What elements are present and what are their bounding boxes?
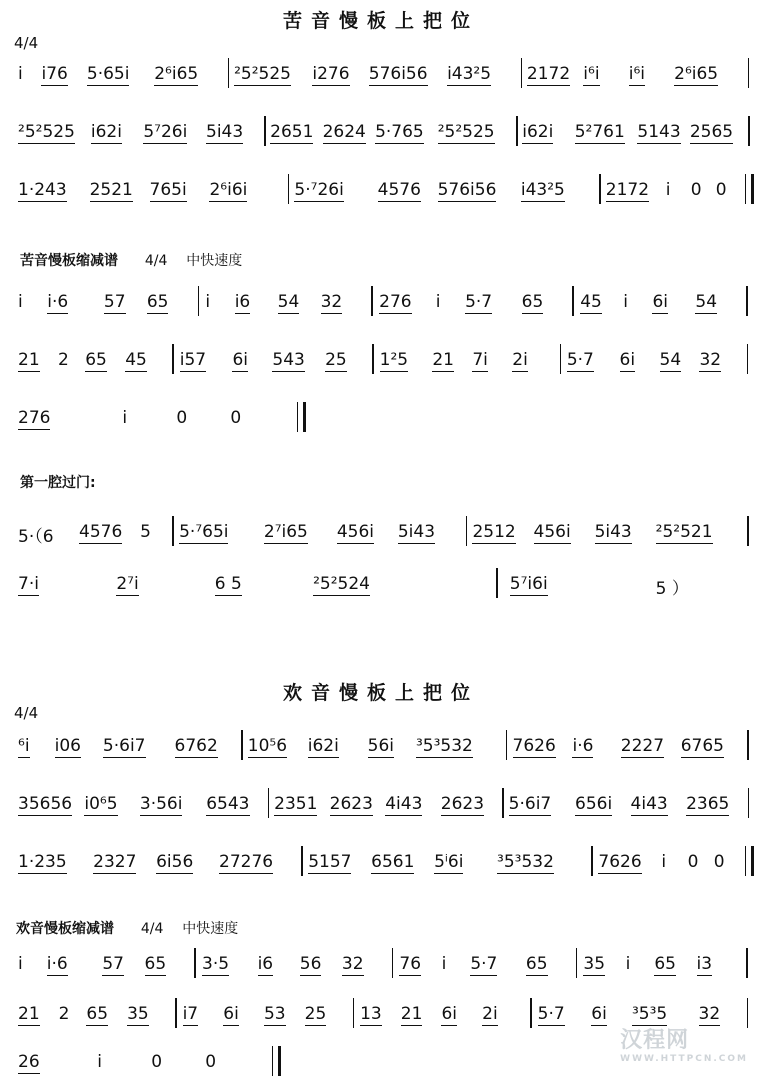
note-group: 27276	[219, 852, 274, 872]
note-group: 5 ）	[655, 579, 689, 599]
note-group: i	[441, 954, 447, 974]
note-group: 4i43	[385, 794, 423, 814]
note-group: 2227	[620, 736, 665, 756]
score-row	[18, 120, 754, 150]
watermark-url: WWW.HTTPCN.COM	[620, 1054, 748, 1064]
note-group: 0	[713, 852, 725, 872]
score-row	[18, 572, 754, 602]
score-row	[18, 290, 754, 320]
note-group: 2623	[329, 794, 373, 814]
note-group: 1²5	[379, 350, 409, 370]
note-group: 765i	[149, 180, 187, 200]
bar-line	[288, 174, 289, 204]
note-group: i⁶i	[583, 64, 600, 84]
note-group: i	[661, 852, 667, 872]
note-group: 7·i	[18, 574, 39, 594]
note-group: ³5³532	[415, 736, 473, 756]
note-group: 0	[205, 1052, 217, 1072]
bar-line	[747, 730, 748, 760]
bar-line	[748, 116, 749, 146]
section-label-huanyin-reduced	[16, 918, 238, 938]
note-group: 0	[151, 1052, 163, 1072]
tempo-text: 中快速度	[182, 921, 239, 937]
bar-line	[746, 286, 747, 316]
bar-line	[175, 998, 176, 1028]
bar-line	[264, 116, 265, 146]
note-group: 10⁵6	[247, 736, 288, 756]
label-text: 欢音慢板缩减谱	[16, 921, 114, 937]
score-row	[18, 734, 754, 764]
bar-line	[599, 174, 600, 204]
note-group: 76	[399, 954, 422, 974]
note-group: 656i	[575, 794, 613, 814]
bar-line	[172, 516, 173, 546]
bar-line	[268, 788, 269, 818]
note-group: 56	[299, 954, 322, 974]
note-group: 576i56	[368, 64, 428, 84]
note-group: 543	[272, 350, 305, 370]
note-group: ⁶i	[18, 736, 30, 756]
note-group: i	[435, 292, 441, 312]
note-group: 7626	[512, 736, 556, 756]
bar-line	[530, 998, 531, 1028]
score-row	[18, 792, 754, 822]
note-group: 65	[144, 954, 167, 974]
note-group: 21	[18, 350, 40, 370]
note-group: i62i	[307, 736, 339, 756]
note-group: i57	[179, 350, 207, 370]
bar-line	[241, 730, 242, 760]
tempo-text: 中快速度	[186, 253, 243, 269]
note-group: i⁶i	[628, 64, 645, 84]
note-group: 5·（6	[18, 527, 54, 547]
note-group: 65	[521, 292, 544, 312]
bar-line	[747, 344, 748, 374]
note-group: i43²5	[447, 64, 492, 84]
note-group: 276	[18, 408, 51, 428]
note-group: 2351	[274, 794, 318, 814]
note-group: 2	[58, 1004, 70, 1024]
note-group: 5i43	[206, 122, 244, 142]
bar-line	[496, 568, 497, 598]
score-row	[18, 178, 754, 208]
note-group: i76	[41, 64, 68, 84]
note-group: 56i	[367, 736, 395, 756]
note-group: i	[18, 64, 23, 84]
note-group: 2⁷i	[116, 574, 139, 594]
bar-line	[228, 58, 229, 88]
note-group: 6765	[680, 736, 724, 756]
note-group: ²5²525	[18, 122, 75, 142]
note-group: i06	[54, 736, 81, 756]
note-group: 45	[125, 350, 147, 370]
bar-line	[502, 788, 503, 818]
note-group: 2651	[270, 122, 314, 142]
watermark-text: 汉程网	[620, 1028, 690, 1053]
bar-line	[392, 948, 393, 978]
note-group: i	[18, 292, 23, 312]
bar-line	[576, 948, 577, 978]
note-group: 35656	[18, 794, 73, 814]
final-bar-line	[272, 1046, 281, 1076]
note-group: 2⁷i65	[263, 522, 308, 542]
note-group: 4576	[79, 522, 123, 542]
note-group: i6	[257, 954, 274, 974]
note-group: 5143	[637, 122, 681, 142]
bar-line	[301, 846, 302, 876]
note-group: i3	[696, 954, 713, 974]
bar-line	[516, 116, 517, 146]
watermark-logo	[620, 1023, 748, 1064]
note-group: 5ⁱ6i	[434, 852, 464, 872]
note-group: 6i56	[156, 852, 194, 872]
note-group: ²5²525	[437, 122, 495, 142]
note-group: i62i	[90, 122, 122, 142]
note-group: 2i	[482, 1004, 498, 1024]
note-group: 35	[127, 1004, 149, 1024]
note-group: 5·65i	[86, 64, 130, 84]
note-group: i276	[312, 64, 350, 84]
bar-line	[172, 344, 173, 374]
final-bar-line	[297, 402, 306, 432]
section-title-kuyin: 苦音慢板上把位	[282, 10, 479, 32]
note-group: 53	[263, 1004, 286, 1024]
note-group: ³5³5	[631, 1004, 668, 1024]
note-group: 2⁶i6i	[209, 180, 248, 200]
note-group: 5·7	[537, 1004, 565, 1024]
note-group: 57	[103, 292, 126, 312]
note-group: ³5³532	[497, 852, 554, 872]
note-group: i62i	[522, 122, 554, 142]
note-group: 0	[230, 408, 242, 428]
note-group: 5·⁷26i	[294, 180, 344, 200]
section-label-interlude: 第一腔过门:	[20, 475, 96, 491]
note-group: i·6	[46, 954, 68, 974]
note-group: 5i43	[397, 522, 436, 542]
note-group: i43²5	[520, 180, 565, 200]
note-group: 0	[715, 180, 727, 200]
meter-text: 4/4	[144, 253, 168, 269]
note-group: i·6	[572, 736, 594, 756]
note-group: 7i	[472, 350, 488, 370]
note-group: i	[205, 292, 211, 312]
note-group: 25	[325, 350, 347, 370]
note-group: 13	[360, 1004, 382, 1024]
note-group: 32	[699, 350, 722, 370]
bar-line	[748, 788, 749, 818]
note-group: 54	[695, 292, 718, 312]
note-group: 2⁶i65	[154, 64, 199, 84]
score-row	[18, 348, 754, 378]
note-group: 3·56i	[139, 794, 183, 814]
note-group: 2565	[689, 122, 734, 142]
note-group: 6i	[652, 292, 669, 312]
note-group: 21	[400, 1004, 423, 1024]
note-group: 4576	[377, 180, 421, 200]
note-group: ²5²524	[313, 574, 370, 594]
score-row	[18, 850, 754, 880]
bar-line	[746, 948, 747, 978]
note-group: 6543	[206, 794, 250, 814]
note-group: 2365	[686, 794, 730, 814]
note-group: 65	[86, 1004, 109, 1024]
note-group: 0	[687, 852, 699, 872]
note-group: 456i	[336, 522, 374, 542]
note-group: i	[122, 408, 128, 428]
bar-line	[748, 58, 749, 88]
bar-line	[198, 286, 199, 316]
note-group: 2172	[605, 180, 650, 200]
note-group: 54	[659, 350, 682, 370]
bar-line	[591, 846, 592, 876]
note-group: i6	[234, 292, 251, 312]
note-group: 6i	[223, 1004, 239, 1024]
note-group: 32	[698, 1004, 721, 1024]
section-label-kuyin-reduced	[20, 250, 242, 270]
bar-line	[747, 516, 748, 546]
note-group: 45	[580, 292, 602, 312]
note-group: 6762	[174, 736, 218, 756]
note-group: 5	[140, 522, 151, 542]
note-group: 5157	[308, 852, 352, 872]
note-group: 6i	[441, 1004, 458, 1024]
note-group: ²5²521	[655, 522, 713, 542]
note-group: 5·7	[470, 954, 498, 974]
note-group: i7	[182, 1004, 199, 1024]
final-bar-line	[745, 846, 754, 876]
note-group: 2172	[526, 64, 571, 84]
note-group: 2623	[440, 794, 485, 814]
bar-line	[372, 344, 373, 374]
note-group: 57	[102, 954, 124, 974]
note-group: 6i	[591, 1004, 607, 1024]
note-group: 5·⁷65i	[179, 522, 229, 542]
final-bar-line	[745, 174, 754, 204]
note-group: ²5²525	[234, 64, 291, 84]
note-group: 0	[690, 180, 702, 200]
note-group: 65	[85, 350, 107, 370]
note-group: 5·6i7	[102, 736, 146, 756]
bar-line	[194, 948, 195, 978]
note-group: 2512	[472, 522, 516, 542]
note-group: 2327	[93, 852, 137, 872]
note-group: 5i43	[594, 522, 632, 542]
bar-line	[371, 286, 372, 316]
note-group: 2⁶i65	[674, 64, 719, 84]
note-group: 2	[57, 350, 69, 370]
section-title-huanyin: 欢音慢板上把位	[282, 682, 479, 704]
note-group: 4i43	[630, 794, 668, 814]
note-group: 1·235	[18, 852, 67, 872]
note-group: 21	[432, 350, 454, 370]
note-group: 7626	[598, 852, 642, 872]
note-group: i	[97, 1052, 102, 1072]
score-row	[18, 406, 754, 436]
meter-text: 4/4	[140, 921, 164, 937]
note-group: 65	[654, 954, 676, 974]
score-row	[18, 952, 754, 982]
note-group: 1·243	[18, 180, 67, 200]
note-group: 456i	[533, 522, 571, 542]
note-group: 35	[583, 954, 606, 974]
note-group: 5·6i7	[508, 794, 552, 814]
note-group: 276	[379, 292, 412, 312]
bar-line	[466, 516, 467, 546]
bar-line	[521, 58, 522, 88]
note-group: 65	[525, 954, 548, 974]
label-text: 苦音慢板缩减谱	[20, 253, 118, 269]
note-group: i0⁶5	[84, 794, 118, 814]
note-group: 5·765	[375, 122, 424, 142]
note-group: 2i	[512, 350, 528, 370]
note-group: 6561	[371, 852, 415, 872]
note-group: 2521	[89, 180, 133, 200]
note-group: 576i56	[437, 180, 497, 200]
bar-line	[560, 344, 561, 374]
note-group: i	[625, 954, 631, 974]
note-group: 6i	[619, 350, 636, 370]
note-group: 26	[18, 1052, 40, 1072]
meter-huanyin: 4/4	[14, 704, 39, 722]
note-group: 32	[320, 292, 343, 312]
note-group: 5⁷26i	[143, 122, 188, 142]
bar-line	[353, 998, 354, 1028]
note-group: 65	[146, 292, 169, 312]
note-group: 6i	[232, 350, 248, 370]
note-group: 25	[304, 1004, 327, 1024]
score-row	[18, 62, 754, 92]
bar-line	[506, 730, 507, 760]
note-group: 54	[277, 292, 300, 312]
note-group: 6 5	[214, 574, 242, 594]
note-group: 32	[341, 954, 364, 974]
note-group: 0	[176, 408, 188, 428]
bar-line	[572, 286, 573, 316]
note-group: 5⁷i6i	[509, 574, 548, 594]
score-row	[18, 520, 754, 550]
note-group: i	[665, 180, 671, 200]
note-group: 2624	[322, 122, 366, 142]
note-group: 21	[18, 1004, 40, 1024]
note-group: i·6	[47, 292, 69, 312]
note-group: 5·7	[465, 292, 493, 312]
note-group: i	[18, 954, 23, 974]
note-group: 5²761	[574, 122, 625, 142]
note-group: 5·7	[566, 350, 594, 370]
meter-kuyin: 4/4	[14, 34, 39, 52]
note-group: i	[623, 292, 628, 312]
note-group: 3·5	[202, 954, 230, 974]
